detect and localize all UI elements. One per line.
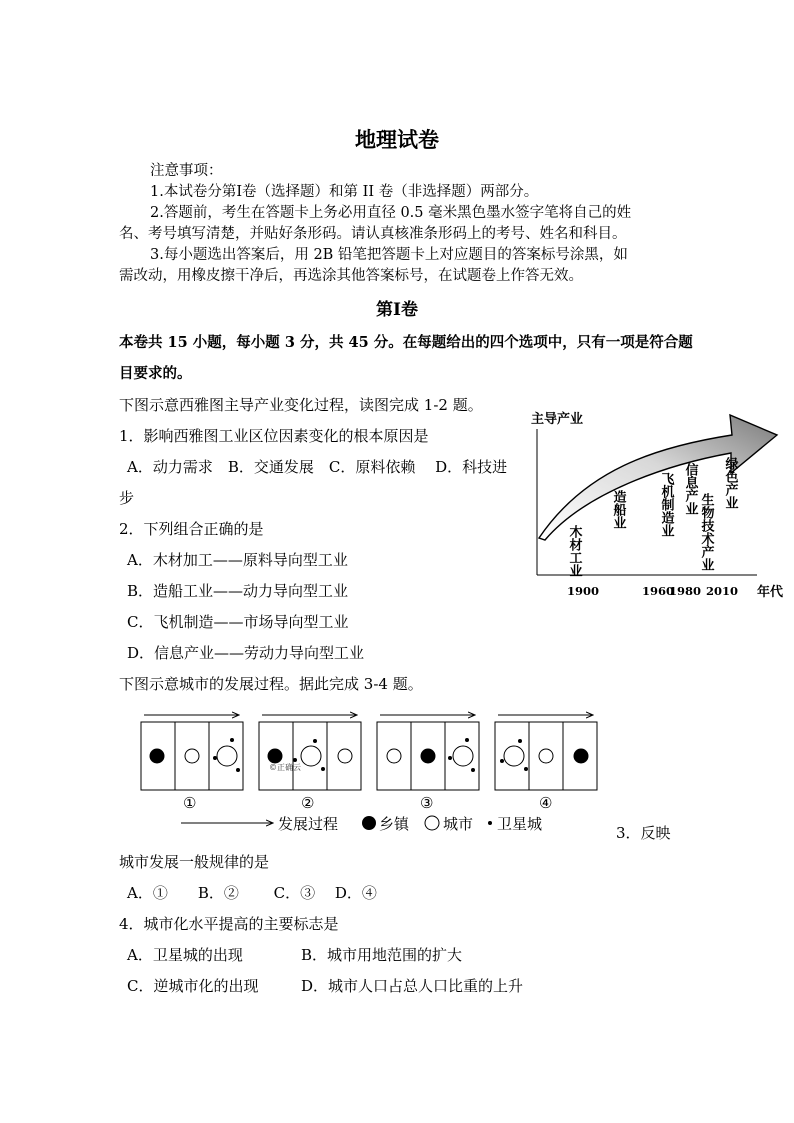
industry-biotech: 生物技术产业 — [698, 493, 714, 571]
satellite-marker — [500, 759, 504, 763]
notice-item-2-line1: 2.答题前，考生在答题卡上务必用直径 0.5 毫米黑色墨水签字笔将自己的姓 — [150, 205, 632, 221]
q2-option-d: D．信息产业——劳动力导向型工业 — [127, 644, 365, 662]
satellite-marker — [230, 738, 234, 742]
city-marker — [338, 749, 352, 763]
group1-intro: 下图示意西雅图主导产业变化过程，读图完成 1-2 题。 — [119, 396, 483, 414]
figure2-legend — [181, 815, 542, 833]
figure1-xlabel: 年代 — [757, 585, 784, 600]
city-marker — [539, 749, 553, 763]
legend-satellite-marker — [488, 821, 492, 825]
city-development-figure — [135, 705, 615, 835]
q1-options-wrap: 步 — [119, 489, 135, 507]
tick-2010: 2010 — [706, 584, 739, 598]
q1-options: A．动力需求 B．交通发展 C．原料依赖 D．科技进 — [127, 458, 508, 476]
q4-stem: 4．城市化水平提高的主要标志是 — [119, 915, 339, 933]
panel-1-label: ① — [183, 794, 197, 812]
legend-town: 乡镇 — [379, 815, 410, 833]
satellite-marker — [236, 768, 240, 772]
notice-item-1: 1.本试卷分第Ⅰ卷（选择题）和第 II 卷（非选择题）两部分。 — [150, 184, 539, 200]
industry-green: 绿色产业 — [722, 457, 738, 509]
city-marker — [453, 746, 473, 766]
notice-item-2-line2: 名、考号填写清楚，并贴好条形码。请认真核准条形码上的考号、姓名和科目。 — [119, 226, 627, 242]
group2-intro: 下图示意城市的发展过程。据此完成 3-4 题。 — [119, 675, 423, 693]
q3-stem-line2: 城市发展一般规律的是 — [119, 853, 270, 871]
q4-option-a: A．卫星城的出现 — [127, 946, 243, 964]
town-marker — [268, 749, 283, 764]
q2-stem: 2．下列组合正确的是 — [119, 520, 264, 538]
q4-option-c: C．逆城市化的出现 — [127, 977, 259, 995]
section-title: 第Ⅰ卷 — [376, 300, 418, 320]
panel-2 — [259, 715, 361, 812]
q2-option-a: A．木材加工——原料导向型工业 — [127, 551, 348, 569]
satellite-marker — [471, 768, 475, 772]
satellite-marker — [293, 758, 297, 762]
legend-town-marker — [362, 816, 376, 830]
panel-3-label: ③ — [420, 794, 434, 812]
panel-1 — [141, 715, 243, 812]
section-intro-line1: 本卷共 15 小题，每小题 3 分，共 45 分。在每题给出的四个选项中，只有一项是符合题 — [119, 334, 693, 351]
town-marker — [421, 749, 436, 764]
q1-stem: 1．影响西雅图工业区位因素变化的根本原因是 — [119, 427, 429, 445]
city-marker — [185, 749, 199, 763]
industry-timber: 木材工业 — [566, 525, 582, 577]
legend-satellite: 卫星城 — [497, 815, 543, 833]
city-marker — [387, 749, 401, 763]
industry-information: 信息产业 — [682, 463, 698, 515]
panel-4-label: ④ — [539, 794, 553, 812]
watermark: ©正确云 — [269, 763, 301, 772]
satellite-marker — [518, 739, 522, 743]
tick-1980: 1980 — [669, 584, 702, 598]
q3-options: A．① B．② C．③ D．④ — [127, 884, 377, 902]
section-intro-line2: 目要求的。 — [119, 365, 192, 382]
city-marker — [217, 746, 237, 766]
q4-option-b: B．城市用地范围的扩大 — [301, 946, 463, 964]
satellite-marker — [313, 739, 317, 743]
figure1-ylabel: 主导产业 — [531, 412, 584, 427]
town-marker — [574, 749, 589, 764]
panel-4 — [495, 715, 597, 812]
tick-1900: 1900 — [567, 584, 600, 598]
panel-2-label: ② — [301, 794, 315, 812]
town-marker — [150, 749, 165, 764]
seattle-industry-figure — [525, 405, 791, 605]
page-title: 地理试卷 — [355, 127, 439, 152]
q3-stem: 3．反映 — [616, 824, 671, 842]
satellite-marker — [524, 767, 528, 771]
q2-option-b: B．造船工业——动力导向型工业 — [127, 582, 349, 600]
city-marker — [504, 746, 524, 766]
city-marker — [301, 746, 321, 766]
industry-aircraft: 飞机制造业 — [658, 472, 674, 537]
q4-option-d: D．城市人口占总人口比重的上升 — [301, 977, 524, 995]
notice-item-3-line2: 需改动，用橡皮擦干净后，再选涂其他答案标号，在试题卷上作答无效。 — [119, 268, 583, 284]
legend-process: 发展过程 — [278, 815, 339, 833]
satellite-marker — [213, 756, 217, 760]
satellite-marker — [321, 767, 325, 771]
legend-city-marker — [425, 816, 439, 830]
panel-3 — [377, 715, 479, 812]
legend-city: 城市 — [443, 815, 474, 833]
tick-1960: 1960 — [642, 584, 675, 598]
notice-heading: 注意事项： — [150, 163, 223, 179]
satellite-marker — [448, 756, 452, 760]
industry-shipbuilding: 造船业 — [610, 490, 626, 529]
q2-option-c: C．飞机制造——市场导向型工业 — [127, 613, 349, 631]
notice-item-3-line1: 3.每小题选出答案后，用 2B 铅笔把答题卡上对应题目的答案标号涂黑，如 — [150, 247, 628, 263]
satellite-marker — [465, 738, 469, 742]
